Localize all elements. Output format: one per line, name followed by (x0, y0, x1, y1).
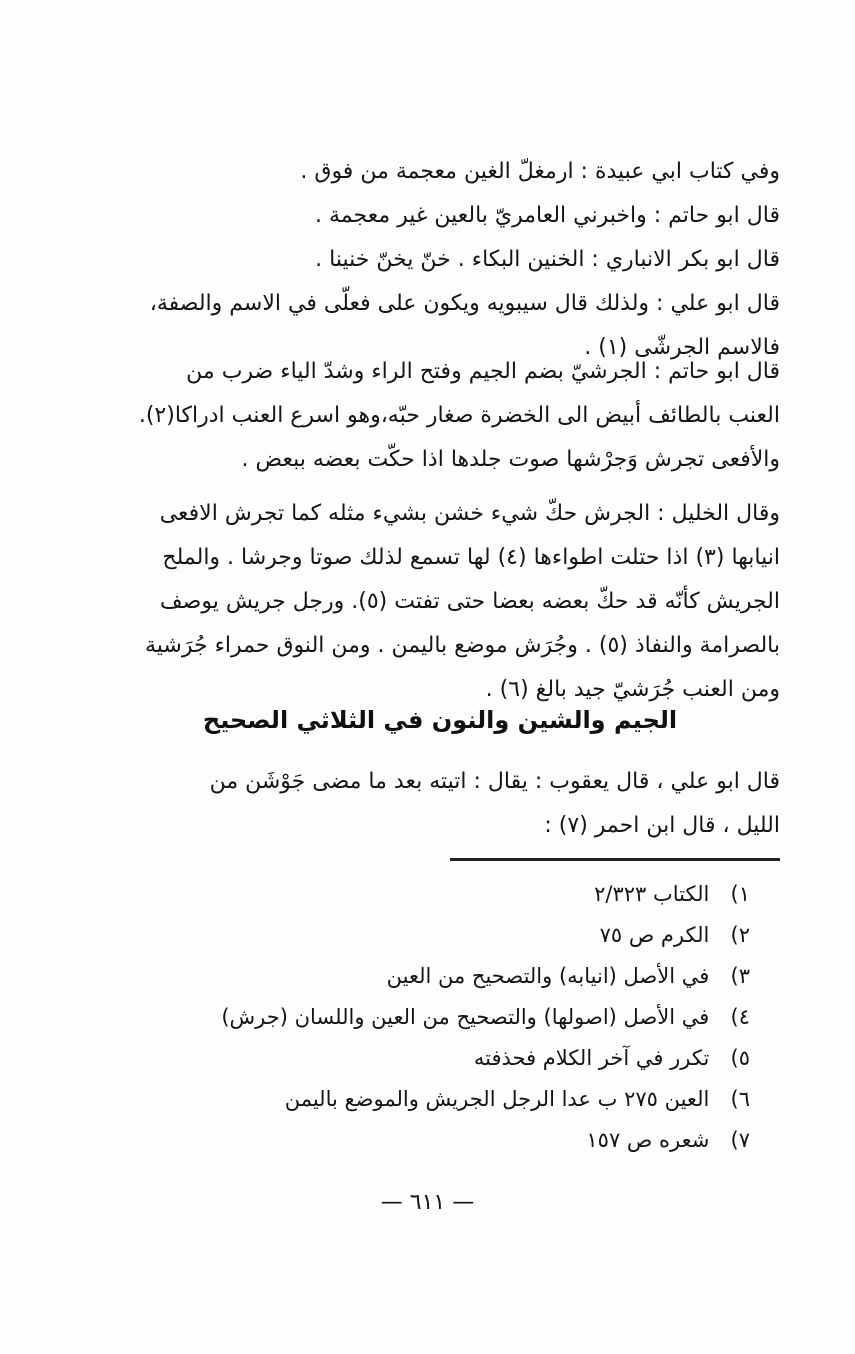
paragraph-4 (100, 760, 780, 848)
footnote-item (120, 915, 750, 956)
text-line: انيابها (٣) اذا حتلت اطواءها (٤) لها تسمع لذلك صوتا وجرشا . والملح (162, 545, 780, 570)
text-line: والأفعى تجرش وَجرْشها صوت جلدها اذا حكّت بعضه ببعض . (241, 447, 780, 472)
text-line: ومن العنب جُرَشيّ جيد بالغ (٦) . (485, 677, 780, 702)
footnote-divider (450, 858, 780, 861)
footnote-text: في الأصل (اصولها) والتصحيح من العين واللسان (جرش) (221, 1005, 710, 1029)
footnote-item (120, 874, 750, 915)
footnote-text: شعره ص ١٥٧ (586, 1128, 710, 1152)
footnote-item (120, 1038, 750, 1079)
footnote-number: ٢) (730, 923, 750, 947)
text-line: قال ابو حاتم : الجرشيّ بضم الجيم وفتح الراء وشدّ الياء ضرب من (186, 359, 780, 384)
text-line: الليل ، قال ابن احمر (٧) : (544, 813, 780, 838)
footnote-number: ١) (730, 882, 750, 906)
footnote-number: ٦) (730, 1087, 750, 1111)
footnote-item (120, 1120, 750, 1161)
footnote-item (120, 1079, 750, 1120)
text-line: وقال الخليل : الجرش حكّ شيء خشن بشيء مثله كما تجرش الافعى (159, 501, 780, 526)
footnote-number: ٧) (730, 1128, 750, 1152)
paragraph-3 (100, 492, 780, 712)
text-line: بالصرامة والنفاذ (٥) . وجُرَش موضع باليمن . ومن النوق حمراء جُرَشية (144, 633, 780, 658)
footnote-item (120, 997, 750, 1038)
footnote-list (120, 874, 750, 1161)
text-line: قال ابو بكر الانباري : الخنين البكاء . خنّ يخنّ خنينا . (315, 247, 780, 272)
text-line: قال ابو علي ، قال يعقوب : يقال : اتيته بعد ما مضى جَوْشَن من (209, 769, 780, 794)
text-line: الجريش كأنّه قد حكّ بعضه بعضا حتى تفتت (٥). ورجل جريش يوصف (159, 589, 780, 614)
footnote-text: الكتاب ٢/٣٢٣ (594, 882, 710, 906)
footnote-number: ٥) (730, 1046, 750, 1070)
footnote-text: في الأصل (انيابه) والتصحيح من العين (386, 964, 710, 988)
text-line: وفي كتاب ابي عبيدة : ارمغلّ الغين معجمة من فوق . (300, 159, 780, 184)
text-line: فالاسم الجرشّى (١) . (584, 335, 780, 360)
footnote-text: الكرم ص ٧٥ (599, 923, 710, 947)
footnote-text: تكرر في آخر الكلام فحذفته (473, 1046, 710, 1070)
footnote-number: ٤) (730, 1005, 750, 1029)
paragraph-1 (100, 150, 780, 370)
footnote-number: ٣) (730, 964, 750, 988)
page-number: — ٦١١ — (380, 1190, 475, 1215)
text-line: قال ابو حاتم : واخبرني العامريّ بالعين غير معجمة . (315, 203, 780, 228)
paragraph-2 (100, 350, 780, 482)
footnote-text: العين ٢٧٥ ب عدا الرجل الجريش والموضع باليمن (284, 1087, 710, 1111)
text-line: قال ابو علي : ولذلك قال سيبويه ويكون على فعلّى في الاسم والصفة، (149, 291, 780, 316)
footnote-item (120, 956, 750, 997)
section-heading: الجيم والشين والنون في الثلاثي الصحيح (202, 706, 678, 734)
text-line: العنب بالطائف أبيض الى الخضرة صغار حبّه،وهو اسرع العنب ادراكا(٢). (138, 403, 780, 428)
